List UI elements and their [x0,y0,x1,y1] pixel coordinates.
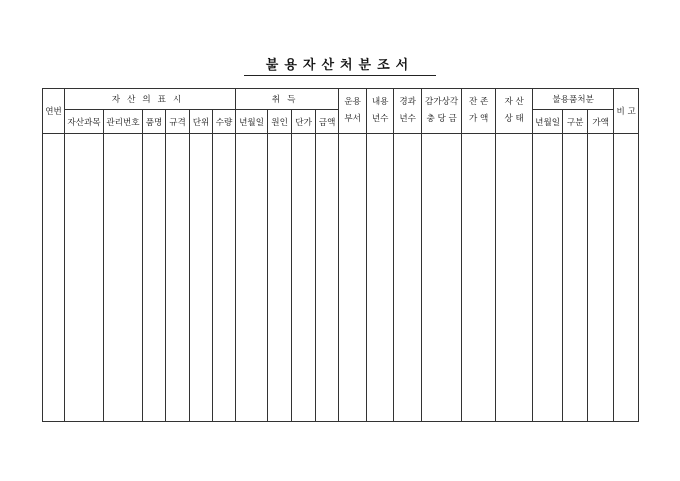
disposal-form-table [42,88,639,422]
header-elapsed-years: 경과 년수 [394,89,422,134]
header-disposal-date: 년월일 [533,110,563,134]
header-remarks: 비 고 [614,89,639,134]
body-cell[interactable] [339,134,367,422]
document-title: 불용자산처분조서 [265,58,415,73]
body-cell[interactable] [394,134,422,422]
body-cell[interactable] [143,134,166,422]
body-cell[interactable] [367,134,394,422]
header-acq-unit-price: 단가 [292,110,316,134]
header-disposal-value: 가액 [588,110,614,134]
body-cell[interactable] [316,134,339,422]
header-residual-value: 잔 존 가 액 [462,89,496,134]
header-disposal: 불용품처분 [533,89,614,110]
body-cell[interactable] [588,134,614,422]
title-underline [244,75,436,76]
body-cell[interactable] [462,134,496,422]
body-cell[interactable] [614,134,639,422]
body-cell[interactable] [190,134,213,422]
header-acquisition: 취득 [236,89,339,110]
header-accum-depreciation: 감가상각 충 당 금 [422,89,462,134]
header-useful-life: 내용 년수 [367,89,394,134]
body-cell[interactable] [533,134,563,422]
body-cell[interactable] [422,134,462,422]
header-acq-amount: 금액 [316,110,339,134]
table-body-row [43,134,639,422]
header-item-name: 품명 [143,110,166,134]
header-asset-display: 자산의표시 [65,89,236,110]
header-asset-condition: 자 산 상 태 [496,89,533,134]
body-cell[interactable] [563,134,588,422]
header-operating-dept: 운용 부서 [339,89,367,134]
header-management-no: 관리번호 [104,110,143,134]
header-quantity: 수량 [213,110,236,134]
header-asset-category: 자산과목 [65,110,104,134]
body-cell[interactable] [43,134,65,422]
header-disposal-type: 구분 [563,110,588,134]
body-cell[interactable] [496,134,533,422]
body-cell[interactable] [236,134,268,422]
body-cell[interactable] [213,134,236,422]
body-cell[interactable] [166,134,190,422]
header-unit: 단위 [190,110,213,134]
body-cell[interactable] [292,134,316,422]
header-serial-no: 연번 [43,89,65,134]
body-cell[interactable] [104,134,143,422]
header-spec: 규격 [166,110,190,134]
body-cell[interactable] [65,134,104,422]
header-acq-date: 년월일 [236,110,268,134]
header-acq-cause: 원인 [268,110,292,134]
body-cell[interactable] [268,134,292,422]
